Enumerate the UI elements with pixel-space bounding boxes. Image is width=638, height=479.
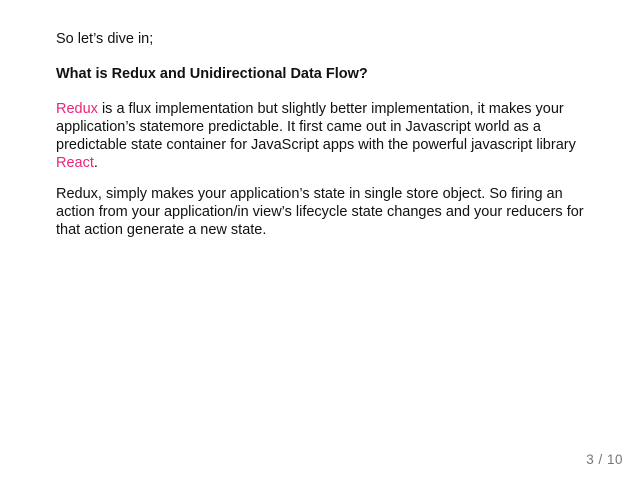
paragraph-redux-text: is a flux implementation but slightly better implementation, it makes your application’s statemore predictable. It first came out in Javascript world as a predictable state container for JavaScript apps with the powerful javascript library [56, 101, 576, 153]
paragraph-redux-store: Redux, simply makes your application’s state in single store object. So firing an action from your application/in view’s lifecycle state changes and your reducers for that action generate a new state. [56, 186, 584, 238]
redux-link[interactable]: Redux [56, 101, 98, 117]
paragraph-redux-intro [56, 100, 586, 172]
paragraph-redux-end: . [93, 155, 98, 171]
section-heading: What is Redux and Unidirectional Data Flow? [56, 66, 368, 82]
intro-text: So let’s dive in; [56, 31, 154, 47]
page-number: 3 / 10 [586, 452, 623, 467]
slide-content [56, 30, 586, 252]
react-link[interactable]: React [56, 155, 94, 171]
